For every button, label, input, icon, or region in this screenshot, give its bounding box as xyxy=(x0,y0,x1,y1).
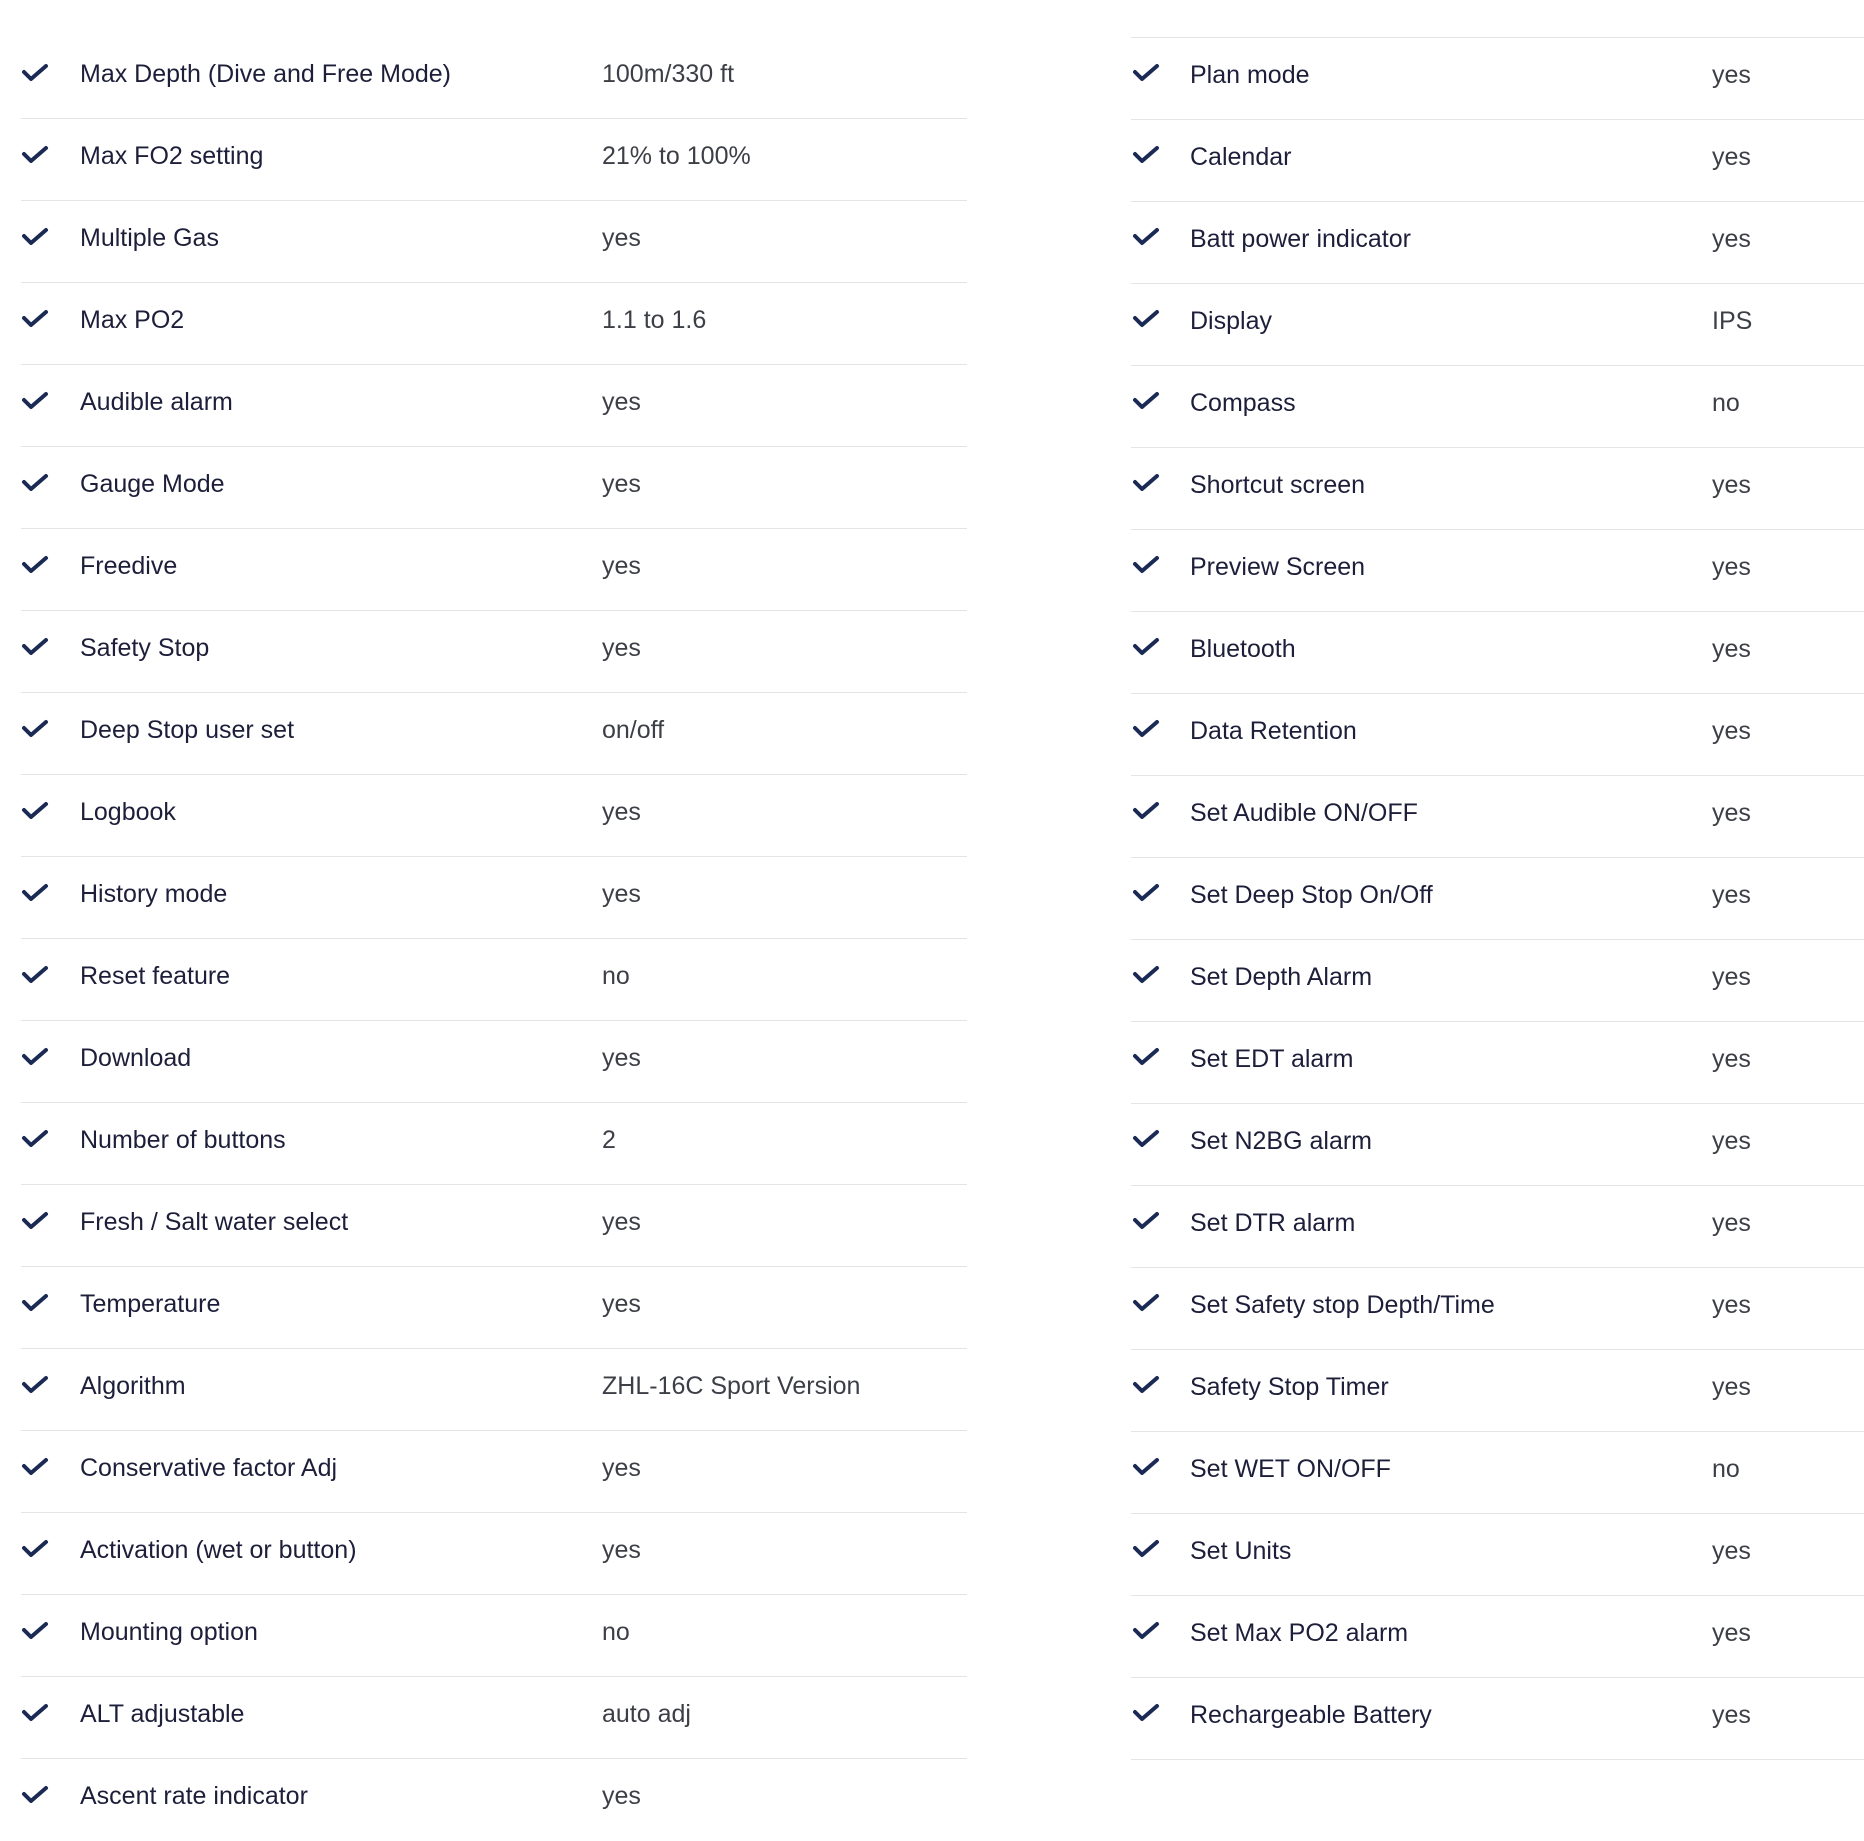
spec-value: no xyxy=(602,1618,630,1646)
spec-row xyxy=(1131,1678,1864,1760)
spec-label: Compass xyxy=(1190,389,1296,417)
checkmark-icon xyxy=(21,225,49,249)
spec-row xyxy=(1131,1022,1864,1104)
spec-row xyxy=(21,611,967,693)
spec-row xyxy=(1131,448,1864,530)
spec-label: Freedive xyxy=(80,552,178,580)
checkmark-icon xyxy=(21,717,49,741)
spec-row xyxy=(21,1677,967,1759)
spec-label: Conservative factor Adj xyxy=(80,1454,338,1482)
checkmark-icon xyxy=(1132,1619,1160,1643)
spec-row xyxy=(21,693,967,775)
spec-row xyxy=(21,447,967,529)
checkmark-icon xyxy=(1132,799,1160,823)
spec-value: yes xyxy=(1712,1537,1751,1565)
spec-value: yes xyxy=(602,798,641,826)
spec-label: Algorithm xyxy=(80,1372,186,1400)
spec-label: Download xyxy=(80,1044,192,1072)
spec-column-right xyxy=(1131,37,1864,1760)
spec-row xyxy=(21,529,967,611)
spec-row xyxy=(1131,38,1864,120)
spec-value: on/off xyxy=(602,716,665,744)
spec-label: Set N2BG alarm xyxy=(1190,1127,1373,1155)
spec-label: Set Units xyxy=(1190,1537,1292,1565)
spec-label: Set WET ON/OFF xyxy=(1190,1455,1391,1483)
spec-value: 2 xyxy=(602,1126,616,1154)
spec-row xyxy=(1131,1350,1864,1432)
checkmark-icon xyxy=(1132,1127,1160,1151)
spec-row xyxy=(21,283,967,365)
spec-row xyxy=(1131,694,1864,776)
spec-value: yes xyxy=(1712,1291,1751,1319)
spec-label: Max Depth (Dive and Free Mode) xyxy=(80,60,451,88)
spec-value: yes xyxy=(1712,225,1751,253)
spec-value: yes xyxy=(1712,881,1751,909)
spec-row xyxy=(21,119,967,201)
spec-value: yes xyxy=(602,880,641,908)
checkmark-icon xyxy=(1132,1373,1160,1397)
spec-value: yes xyxy=(602,224,641,252)
checkmark-icon xyxy=(21,143,49,167)
spec-label: Set Deep Stop On/Off xyxy=(1190,881,1433,909)
checkmark-icon xyxy=(21,1045,49,1069)
spec-value: yes xyxy=(1712,1127,1751,1155)
checkmark-icon xyxy=(21,1783,49,1807)
checkmark-icon xyxy=(1132,225,1160,249)
checkmark-icon xyxy=(21,553,49,577)
spec-value: no xyxy=(1712,1455,1740,1483)
spec-label: Ascent rate indicator xyxy=(80,1782,308,1810)
spec-row xyxy=(1131,612,1864,694)
spec-row xyxy=(1131,776,1864,858)
spec-value: yes xyxy=(1712,717,1751,745)
checkmark-icon xyxy=(21,799,49,823)
spec-row xyxy=(1131,120,1864,202)
spec-value: yes xyxy=(1712,963,1751,991)
spec-row xyxy=(21,939,967,1021)
spec-value: no xyxy=(602,962,630,990)
checkmark-icon xyxy=(21,1127,49,1151)
checkmark-icon xyxy=(21,1209,49,1233)
spec-row xyxy=(1131,940,1864,1022)
spec-row xyxy=(1131,1268,1864,1350)
spec-label: Fresh / Salt water select xyxy=(80,1208,349,1236)
checkmark-icon xyxy=(1132,143,1160,167)
spec-label: Gauge Mode xyxy=(80,470,225,498)
spec-value: 100m/330 ft xyxy=(602,60,735,88)
spec-value: yes xyxy=(602,634,641,662)
checkmark-icon xyxy=(1132,471,1160,495)
spec-row xyxy=(1131,284,1864,366)
spec-label: Preview Screen xyxy=(1190,553,1366,581)
checkmark-icon xyxy=(21,1619,49,1643)
spec-label: Deep Stop user set xyxy=(80,716,295,744)
checkmark-icon xyxy=(1132,1045,1160,1069)
spec-label: Reset feature xyxy=(80,962,231,990)
spec-label: Set Depth Alarm xyxy=(1190,963,1373,991)
checkmark-icon xyxy=(21,61,49,85)
checkmark-icon xyxy=(21,307,49,331)
checkmark-icon xyxy=(1132,1701,1160,1725)
spec-row xyxy=(21,857,967,939)
checkmark-icon xyxy=(1132,553,1160,577)
spec-label: Set Safety stop Depth/Time xyxy=(1190,1291,1495,1319)
spec-label: Set DTR alarm xyxy=(1190,1209,1356,1237)
spec-label: Calendar xyxy=(1190,143,1292,171)
checkmark-icon xyxy=(1132,717,1160,741)
spec-row xyxy=(1131,1596,1864,1678)
checkmark-icon xyxy=(1132,1209,1160,1233)
spec-value: yes xyxy=(1712,1209,1751,1237)
spec-label: Temperature xyxy=(80,1290,221,1318)
spec-value: yes xyxy=(1712,635,1751,663)
spec-value: yes xyxy=(602,1044,641,1072)
spec-label: Rechargeable Battery xyxy=(1190,1701,1432,1729)
spec-row xyxy=(1131,1432,1864,1514)
checkmark-icon xyxy=(21,1537,49,1561)
spec-value: yes xyxy=(602,1454,641,1482)
spec-row xyxy=(21,1595,967,1677)
spec-value: yes xyxy=(1712,1701,1751,1729)
spec-label: Set Audible ON/OFF xyxy=(1190,799,1418,827)
spec-value: no xyxy=(1712,389,1740,417)
spec-value: yes xyxy=(1712,1619,1751,1647)
spec-value: IPS xyxy=(1712,307,1753,335)
spec-label: Number of buttons xyxy=(80,1126,286,1154)
spec-row xyxy=(1131,202,1864,284)
spec-row xyxy=(21,365,967,447)
checkmark-icon xyxy=(1132,963,1160,987)
spec-label: Data Retention xyxy=(1190,717,1357,745)
checkmark-icon xyxy=(21,389,49,413)
spec-label: Set Max PO2 alarm xyxy=(1190,1619,1409,1647)
spec-label: Plan mode xyxy=(1190,61,1310,89)
spec-value: yes xyxy=(602,388,641,416)
spec-value: ZHL-16C Sport Version xyxy=(602,1372,861,1400)
spec-label: Shortcut screen xyxy=(1190,471,1366,499)
spec-label: History mode xyxy=(80,880,228,908)
spec-row xyxy=(1131,1186,1864,1268)
spec-label: Multiple Gas xyxy=(80,224,219,252)
spec-label: ALT adjustable xyxy=(80,1700,245,1728)
checkmark-icon xyxy=(1132,389,1160,413)
spec-row xyxy=(1131,366,1864,448)
checkmark-icon xyxy=(21,1701,49,1725)
checkmark-icon xyxy=(21,471,49,495)
checkmark-icon xyxy=(1132,1537,1160,1561)
spec-value: yes xyxy=(1712,553,1751,581)
spec-row xyxy=(21,37,967,119)
spec-value: auto adj xyxy=(602,1700,691,1728)
spec-value: yes xyxy=(1712,799,1751,827)
spec-value: yes xyxy=(602,1782,641,1810)
checkmark-icon xyxy=(1132,61,1160,85)
checkmark-icon xyxy=(1132,1291,1160,1315)
spec-column-left xyxy=(21,37,967,1841)
spec-row xyxy=(21,1513,967,1595)
spec-label: Max FO2 setting xyxy=(80,142,264,170)
checkmark-icon xyxy=(1132,635,1160,659)
spec-value: 1.1 to 1.6 xyxy=(602,306,707,334)
spec-label: Set EDT alarm xyxy=(1190,1045,1354,1073)
spec-value: yes xyxy=(1712,471,1751,499)
spec-row xyxy=(21,1431,967,1513)
checkmark-icon xyxy=(1132,881,1160,905)
spec-label: Max PO2 xyxy=(80,306,185,334)
spec-label: Audible alarm xyxy=(80,388,233,416)
spec-value: yes xyxy=(1712,1373,1751,1401)
spec-row xyxy=(1131,858,1864,940)
spec-label: Bluetooth xyxy=(1190,635,1296,663)
spec-value: yes xyxy=(1712,143,1751,171)
spec-row xyxy=(21,1349,967,1431)
spec-value: yes xyxy=(602,552,641,580)
checkmark-icon xyxy=(21,1455,49,1479)
spec-label: Logbook xyxy=(80,798,176,826)
spec-row xyxy=(21,1021,967,1103)
spec-label: Display xyxy=(1190,307,1272,335)
checkmark-icon xyxy=(21,963,49,987)
spec-value: yes xyxy=(602,1208,641,1236)
spec-row xyxy=(21,1103,967,1185)
spec-label: Mounting option xyxy=(80,1618,258,1646)
spec-row xyxy=(1131,1514,1864,1596)
spec-row xyxy=(21,1759,967,1841)
spec-row xyxy=(21,775,967,857)
spec-value: yes xyxy=(602,470,641,498)
spec-label: Activation (wet or button) xyxy=(80,1536,357,1564)
checkmark-icon xyxy=(21,1291,49,1315)
spec-row xyxy=(1131,1104,1864,1186)
spec-row xyxy=(21,201,967,283)
spec-value: yes xyxy=(1712,61,1751,89)
spec-label: Batt power indicator xyxy=(1190,225,1411,253)
checkmark-icon xyxy=(1132,1455,1160,1479)
spec-row xyxy=(21,1267,967,1349)
spec-label: Safety Stop Timer xyxy=(1190,1373,1389,1401)
spec-value: yes xyxy=(602,1536,641,1564)
checkmark-icon xyxy=(21,635,49,659)
checkmark-icon xyxy=(21,1373,49,1397)
spec-value: yes xyxy=(1712,1045,1751,1073)
spec-label: Safety Stop xyxy=(80,634,210,662)
spec-value: 21% to 100% xyxy=(602,142,751,170)
spec-row xyxy=(21,1185,967,1267)
spec-row xyxy=(1131,530,1864,612)
spec-value: yes xyxy=(602,1290,641,1318)
checkmark-icon xyxy=(21,881,49,905)
checkmark-icon xyxy=(1132,307,1160,331)
